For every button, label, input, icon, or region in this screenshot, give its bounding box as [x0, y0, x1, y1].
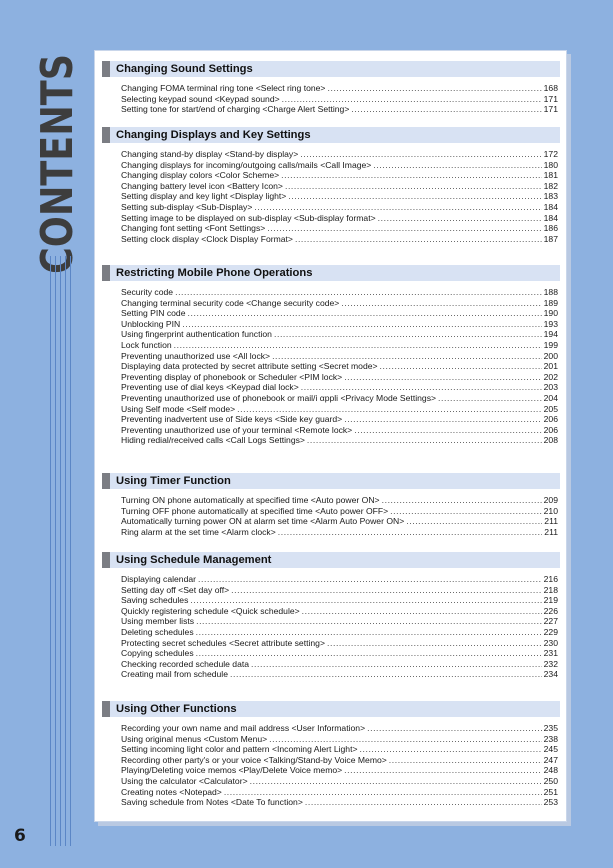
- entry-page-number: 171: [543, 104, 558, 115]
- dot-leader: [285, 181, 542, 192]
- entry-page-number: 189: [543, 297, 558, 308]
- entry-title: Changing display colors <Color Scheme>: [121, 170, 280, 181]
- entry-title: Displaying calendar: [121, 574, 196, 584]
- entry-page-number: 210: [543, 505, 558, 516]
- entry-list: [102, 495, 560, 537]
- entry-title: Lock function: [121, 339, 172, 350]
- entry-page-number: 190: [543, 308, 558, 319]
- dot-leader: [301, 382, 542, 393]
- entry-page-number: 226: [543, 605, 558, 616]
- toc-entry[interactable]: [121, 393, 558, 404]
- entry-title: Setting sub-display <Sub-Display>: [121, 201, 253, 212]
- toc-entry[interactable]: [121, 94, 558, 105]
- entry-title: Deleting schedules: [121, 626, 194, 637]
- dot-leader: [327, 638, 542, 649]
- dot-leader: [288, 191, 541, 202]
- entry-page-number: 234: [543, 669, 558, 680]
- dot-leader: [354, 425, 541, 436]
- entry-list: [102, 83, 560, 115]
- entry-title: Hiding redial/received calls <Call Logs Settings>: [121, 435, 305, 446]
- entry-page-number: 231: [543, 648, 558, 659]
- entry-page-number: 211: [544, 526, 558, 537]
- entry-page-number: 188: [543, 287, 558, 297]
- dot-leader: [190, 595, 541, 606]
- entry-title: Setting incoming light color and pattern <Incoming Alert Light>: [121, 744, 358, 755]
- dot-leader: [269, 734, 541, 745]
- section-heading: Restricting Mobile Phone Operations: [102, 265, 560, 281]
- toc-entry[interactable]: [121, 659, 558, 670]
- entry-page-number: 232: [543, 658, 558, 669]
- dot-leader: [341, 298, 541, 309]
- section: [102, 701, 560, 808]
- toc-entry[interactable]: [121, 213, 558, 224]
- dot-leader: [390, 506, 541, 517]
- contents-panel: [94, 50, 567, 822]
- toc-entry[interactable]: [121, 506, 558, 517]
- toc-entry[interactable]: [121, 234, 558, 245]
- entry-page-number: 186: [543, 223, 558, 234]
- section-heading: Using Other Functions: [102, 701, 560, 717]
- toc-entry[interactable]: [121, 170, 558, 181]
- dot-leader: [267, 223, 541, 234]
- dot-leader: [198, 574, 542, 585]
- dot-leader: [351, 104, 541, 115]
- toc-entry[interactable]: [121, 414, 558, 425]
- dot-leader: [438, 393, 542, 404]
- dot-leader: [281, 170, 542, 181]
- dot-leader: [295, 234, 542, 245]
- dot-leader: [344, 414, 541, 425]
- toc-entry[interactable]: [121, 181, 558, 192]
- toc-entry[interactable]: [121, 669, 558, 680]
- entry-page-number: 184: [543, 212, 558, 223]
- dot-leader: [188, 308, 542, 319]
- entry-page-number: 182: [543, 180, 558, 191]
- dot-leader: [373, 160, 541, 171]
- toc-entry[interactable]: [121, 734, 558, 745]
- entry-page-number: 206: [543, 424, 558, 435]
- dot-leader: [327, 83, 541, 94]
- entry-page-number: 180: [543, 159, 558, 170]
- entry-page-number: 199: [543, 339, 558, 350]
- entry-title: Preventing unauthorized use <All lock>: [121, 350, 271, 361]
- toc-entry[interactable]: [121, 776, 558, 787]
- dot-leader: [344, 372, 541, 383]
- dot-leader: [302, 606, 542, 617]
- toc-entry[interactable]: [121, 723, 558, 734]
- entry-title: Creating notes <Notepad>: [121, 786, 222, 797]
- dot-leader: [367, 723, 542, 734]
- dot-leader: [196, 627, 542, 638]
- toc-entry[interactable]: [121, 404, 558, 415]
- toc-entry[interactable]: [121, 160, 558, 171]
- contents-title-text: CONTENTS: [32, 48, 78, 274]
- dot-leader: [230, 669, 542, 680]
- entry-page-number: 218: [543, 584, 558, 595]
- entry-title: Preventing unauthorized use of your terminal <Remote lock>: [121, 424, 353, 435]
- entry-title: Unblocking PIN: [121, 318, 181, 329]
- toc-entry[interactable]: [121, 202, 558, 213]
- entry-page-number: 193: [543, 318, 558, 329]
- entry-title: Using original menus <Custom Menu>: [121, 733, 268, 744]
- entry-page-number: 205: [543, 403, 558, 414]
- dot-leader: [380, 361, 542, 372]
- entry-title: Ring alarm at the set time <Alarm clock>: [121, 526, 276, 537]
- contents-vertical-title: [32, 48, 78, 278]
- dot-leader: [182, 319, 541, 330]
- entry-list: [102, 723, 560, 808]
- entry-page-number: 211: [544, 516, 558, 527]
- dot-leader: [196, 648, 542, 659]
- dot-leader: [251, 659, 542, 670]
- entry-title: Using Self mode <Self mode>: [121, 403, 236, 414]
- toc-entry[interactable]: [121, 372, 558, 383]
- entry-title: Playing/Deleting voice memos <Play/Delete Voice memo>: [121, 765, 343, 776]
- entry-title: Changing displays for incoming/outgoing calls/mails <Call Image>: [121, 159, 372, 170]
- entry-page-number: 181: [543, 170, 558, 181]
- section: [102, 61, 560, 115]
- toc-entry[interactable]: [121, 298, 558, 309]
- toc-entry[interactable]: [121, 382, 558, 393]
- toc-entry[interactable]: [121, 744, 558, 755]
- entry-page-number: 171: [543, 93, 558, 104]
- section-heading: Changing Sound Settings: [102, 61, 560, 77]
- dot-leader: [344, 765, 541, 776]
- dot-leader: [307, 435, 542, 446]
- entry-page-number: 184: [543, 201, 558, 212]
- dot-leader: [196, 616, 542, 627]
- toc-entry[interactable]: [121, 527, 558, 538]
- dot-leader: [237, 404, 541, 415]
- entry-title: Displaying data protected by secret attribute setting <Secret mode>: [121, 361, 378, 372]
- section: [102, 127, 560, 244]
- entry-page-number: 204: [543, 392, 558, 403]
- entry-list: [102, 574, 560, 680]
- toc-entry[interactable]: [121, 223, 558, 234]
- entry-title: Using fingerprint authentication function: [121, 329, 272, 340]
- entry-page-number: 203: [543, 382, 558, 393]
- toc-entry[interactable]: [121, 755, 558, 766]
- entry-title: Setting display and key light <Display light>: [121, 191, 287, 202]
- entry-page-number: 183: [543, 191, 558, 202]
- entry-title: Saving schedules: [121, 595, 189, 606]
- dot-leader: [300, 149, 541, 160]
- entry-title: Preventing unauthorized use of phonebook or mail/i αppli <Privacy Mode Settings>: [121, 392, 437, 403]
- toc-entry[interactable]: [121, 319, 558, 330]
- toc-entry[interactable]: [121, 329, 558, 340]
- toc-entry[interactable]: [121, 648, 558, 659]
- dot-leader: [250, 776, 542, 787]
- toc-entry[interactable]: [121, 627, 558, 638]
- entry-title: Changing battery level icon <Battery Icon>: [121, 180, 283, 191]
- dot-leader: [274, 329, 542, 340]
- toc-entry[interactable]: [121, 495, 558, 506]
- dot-leader: [382, 495, 542, 506]
- dot-leader: [254, 202, 541, 213]
- entry-page-number: 209: [543, 495, 558, 505]
- entry-title: Preventing display of phonebook or Scheduler <PIM lock>: [121, 371, 343, 382]
- entry-page-number: 201: [543, 361, 558, 372]
- section-heading: Using Timer Function: [102, 473, 560, 489]
- toc-entry[interactable]: [121, 83, 558, 94]
- dot-leader: [282, 94, 542, 105]
- toc-entry[interactable]: [121, 595, 558, 606]
- entry-title: Using the calculator <Calculator>: [121, 775, 248, 786]
- entry-title: Setting clock display <Clock Display Format>: [121, 233, 293, 244]
- dot-leader: [389, 755, 542, 766]
- entry-title: Setting tone for start/end of charging <Charge Alert Setting>: [121, 104, 350, 115]
- entry-title: Setting PIN code: [121, 308, 186, 319]
- dot-leader: [175, 287, 542, 298]
- entry-page-number: 187: [543, 233, 558, 244]
- entry-page-number: 238: [543, 733, 558, 744]
- dot-leader: [224, 787, 542, 798]
- entry-title: Turning OFF phone automatically at specified time <Auto power OFF>: [121, 505, 389, 516]
- entry-title: Preventing inadvertent use of Side keys <Side key guard>: [121, 414, 343, 425]
- entry-title: Creating mail from schedule: [121, 669, 228, 680]
- toc-entry[interactable]: [121, 361, 558, 372]
- entry-page-number: 216: [543, 574, 558, 584]
- toc-entry[interactable]: [121, 351, 558, 362]
- toc-entry[interactable]: [121, 516, 558, 527]
- section: [102, 473, 560, 537]
- toc-entry[interactable]: [121, 616, 558, 627]
- entry-title: Recording your own name and mail address <User Information>: [121, 723, 366, 733]
- toc-entry[interactable]: [121, 585, 558, 596]
- toc-entry[interactable]: [121, 574, 558, 585]
- entry-page-number: 253: [543, 797, 558, 808]
- section-heading: Using Schedule Management: [102, 552, 560, 568]
- entry-page-number: 245: [543, 744, 558, 755]
- toc-entry[interactable]: [121, 104, 558, 115]
- toc-entry[interactable]: [121, 606, 558, 617]
- toc-entry[interactable]: [121, 308, 558, 319]
- entry-title: Turning ON phone automatically at specified time <Auto power ON>: [121, 495, 380, 505]
- entry-title: Security code: [121, 287, 174, 297]
- dot-leader: [406, 516, 542, 527]
- toc-entry[interactable]: [121, 787, 558, 798]
- dot-leader: [305, 797, 542, 808]
- entry-page-number: 194: [543, 329, 558, 340]
- decorative-rules: [48, 256, 76, 846]
- entry-title: Selecting keypad sound <Keypad sound>: [121, 93, 280, 104]
- entry-page-number: 202: [543, 371, 558, 382]
- entry-title: Changing font setting <Font Settings>: [121, 223, 266, 234]
- entry-page-number: 250: [543, 775, 558, 786]
- entry-page-number: 235: [543, 723, 558, 733]
- entry-title: Saving schedule from Notes <Date To function>: [121, 797, 303, 808]
- toc-entry[interactable]: [121, 287, 558, 298]
- entry-page-number: 227: [543, 616, 558, 627]
- entry-page-number: 251: [543, 786, 558, 797]
- page-number: 6: [14, 826, 26, 846]
- section: [102, 552, 560, 680]
- dot-leader: [272, 351, 542, 362]
- entry-title: Preventing use of dial keys <Keypad dial lock>: [121, 382, 299, 393]
- entry-page-number: 168: [543, 83, 558, 93]
- entry-title: Changing FOMA terminal ring tone <Select ring tone>: [121, 83, 326, 93]
- entry-page-number: 219: [543, 595, 558, 606]
- entry-list: [102, 287, 560, 446]
- entry-title: Recording other party's or your voice <Talking/Stand-by Voice Memo>: [121, 754, 387, 765]
- toc-entry[interactable]: [121, 435, 558, 446]
- toc-entry[interactable]: [121, 191, 558, 202]
- entry-page-number: 208: [543, 435, 558, 446]
- entry-page-number: 247: [543, 754, 558, 765]
- entry-title: Changing terminal security code <Change security code>: [121, 297, 340, 308]
- entry-title: Changing stand-by display <Stand-by display>: [121, 149, 299, 159]
- dot-leader: [174, 340, 542, 351]
- toc-entry[interactable]: [121, 340, 558, 351]
- entry-title: Protecting secret schedules <Secret attribute setting>: [121, 637, 325, 648]
- entry-title: Checking recorded schedule data: [121, 658, 250, 669]
- entry-title: Quickly registering schedule <Quick schedule>: [121, 605, 300, 616]
- dot-leader: [378, 213, 542, 224]
- toc-entry[interactable]: [121, 638, 558, 649]
- entry-page-number: 172: [543, 149, 558, 159]
- toc-entry[interactable]: [121, 425, 558, 436]
- entry-page-number: 206: [543, 414, 558, 425]
- entry-page-number: 248: [543, 765, 558, 776]
- section: [102, 265, 560, 446]
- entry-page-number: 200: [543, 350, 558, 361]
- section-heading: Changing Displays and Key Settings: [102, 127, 560, 143]
- entry-title: Using member lists: [121, 616, 195, 627]
- dot-leader: [278, 527, 543, 538]
- toc-entry[interactable]: [121, 149, 558, 160]
- entry-page-number: 229: [543, 626, 558, 637]
- entry-list: [102, 149, 560, 244]
- toc-entry[interactable]: [121, 797, 558, 808]
- entry-title: Copying schedules: [121, 648, 194, 659]
- entry-page-number: 230: [543, 637, 558, 648]
- entry-title: Automatically turning power ON at alarm set time <Alarm Auto Power ON>: [121, 516, 405, 527]
- entry-title: Setting image to be displayed on sub-display <Sub-display format>: [121, 212, 376, 223]
- entry-title: Setting day off <Set day off>: [121, 584, 230, 595]
- dot-leader: [359, 744, 541, 755]
- dot-leader: [231, 585, 542, 596]
- toc-entry[interactable]: [121, 765, 558, 776]
